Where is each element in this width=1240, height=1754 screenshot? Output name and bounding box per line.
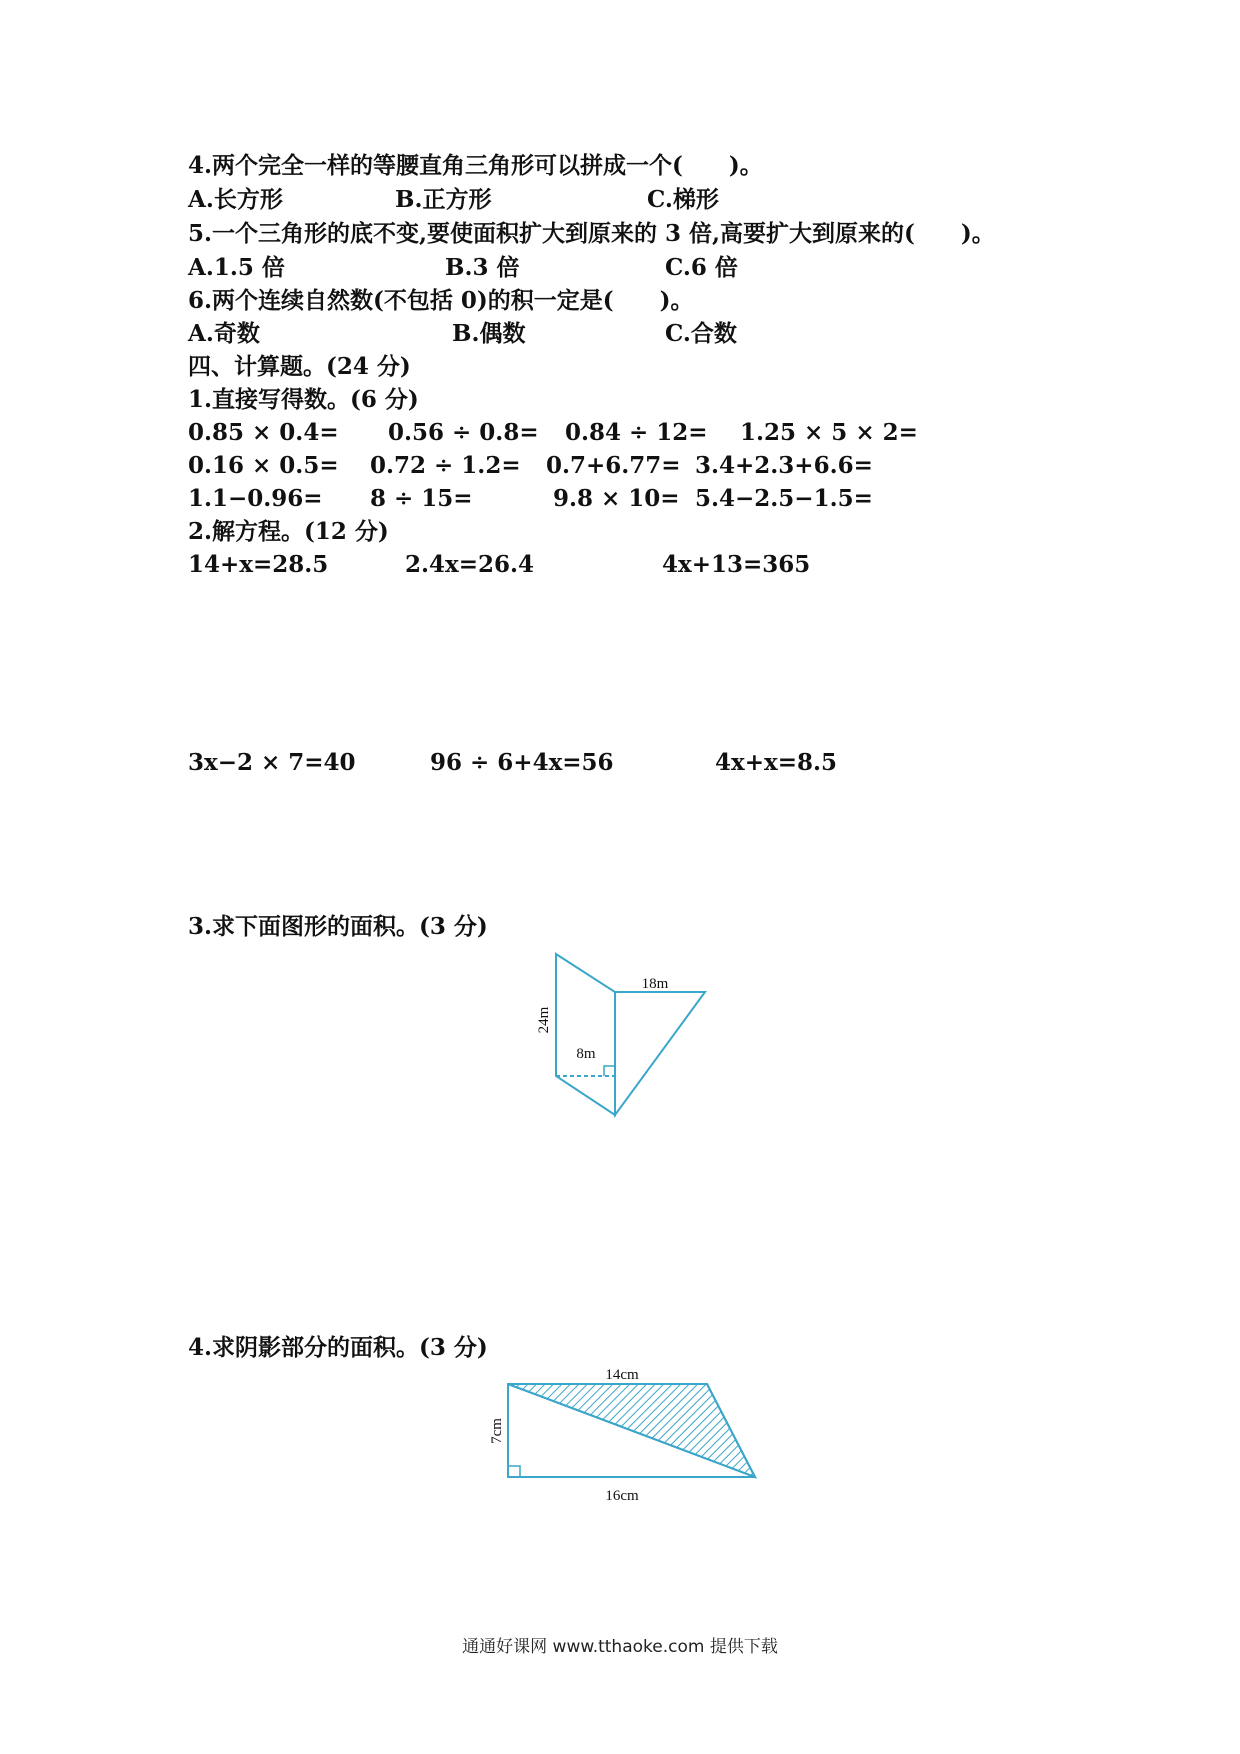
triangle-shape: [615, 992, 705, 1115]
question-4-option-c: C.梯形: [647, 186, 719, 213]
calc-item: 0.56 ÷ 0.8=: [388, 419, 539, 446]
trapezoid-shape: [556, 954, 615, 1115]
part-3-title: 3.求下面图形的面积。(3 分): [188, 913, 488, 940]
composite-figure: [520, 945, 720, 1125]
question-5-option-c: C.6 倍: [665, 254, 738, 281]
question-4-option-a: A.长方形: [188, 186, 283, 213]
label-14cm: 14cm: [605, 1367, 639, 1383]
question-4-option-b: B.正方形: [395, 186, 492, 213]
right-angle-mark: [604, 1066, 615, 1076]
section-4-title: 四、计算题。(24 分): [188, 353, 411, 380]
question-6-text: 6.两个连续自然数(不包括 0)的积一定是( )。: [188, 287, 694, 314]
calc-item: 5.4−2.5−1.5=: [695, 485, 873, 512]
equation: 3x−2 × 7=40: [188, 749, 356, 776]
equation: 96 ÷ 6+4x=56: [430, 749, 614, 776]
label-8m: 8m: [576, 1046, 596, 1062]
equation: 4x+x=8.5: [715, 749, 837, 776]
calc-item: 0.7+6.77=: [546, 452, 681, 479]
question-5-option-a: A.1.5 倍: [188, 254, 285, 281]
calc-item: 1.25 × 5 × 2=: [740, 419, 918, 446]
equation: 2.4x=26.4: [405, 551, 535, 578]
calc-item: 3.4+2.3+6.6=: [695, 452, 873, 479]
shaded-trapezoid-figure: [470, 1365, 770, 1515]
question-6-option-a: A.奇数: [188, 320, 260, 347]
calc-item: 8 ÷ 15=: [370, 485, 473, 512]
part-2-title: 2.解方程。(12 分): [188, 518, 389, 545]
calc-item: 1.1−0.96=: [188, 485, 323, 512]
label-16cm: 16cm: [605, 1488, 639, 1504]
equation: 4x+13=365: [662, 551, 811, 578]
label-7cm: 7cm: [489, 1418, 505, 1444]
part-4-title: 4.求阴影部分的面积。(3 分): [188, 1334, 488, 1361]
right-angle-mark: [508, 1466, 520, 1477]
label-24m: 24m: [536, 1006, 552, 1034]
question-5-option-b: B.3 倍: [445, 254, 520, 281]
footer-text: 通通好课网 www.tthaoke.com 提供下载: [462, 1637, 778, 1657]
part-1-title: 1.直接写得数。(6 分): [188, 386, 419, 413]
question-6-option-b: B.偶数: [452, 320, 526, 347]
equation: 14+x=28.5: [188, 551, 329, 578]
calc-item: 9.8 × 10=: [553, 485, 680, 512]
calc-item: 0.16 × 0.5=: [188, 452, 339, 479]
calc-item: 0.85 × 0.4=: [188, 419, 339, 446]
question-4-text: 4.两个完全一样的等腰直角三角形可以拼成一个( )。: [188, 152, 763, 179]
question-5-text: 5.一个三角形的底不变,要使面积扩大到原来的 3 倍,高要扩大到原来的( )。: [188, 220, 995, 247]
label-18m: 18m: [641, 976, 669, 992]
calc-item: 0.84 ÷ 12=: [565, 419, 708, 446]
question-6-option-c: C.合数: [665, 320, 737, 347]
calc-item: 0.72 ÷ 1.2=: [370, 452, 521, 479]
